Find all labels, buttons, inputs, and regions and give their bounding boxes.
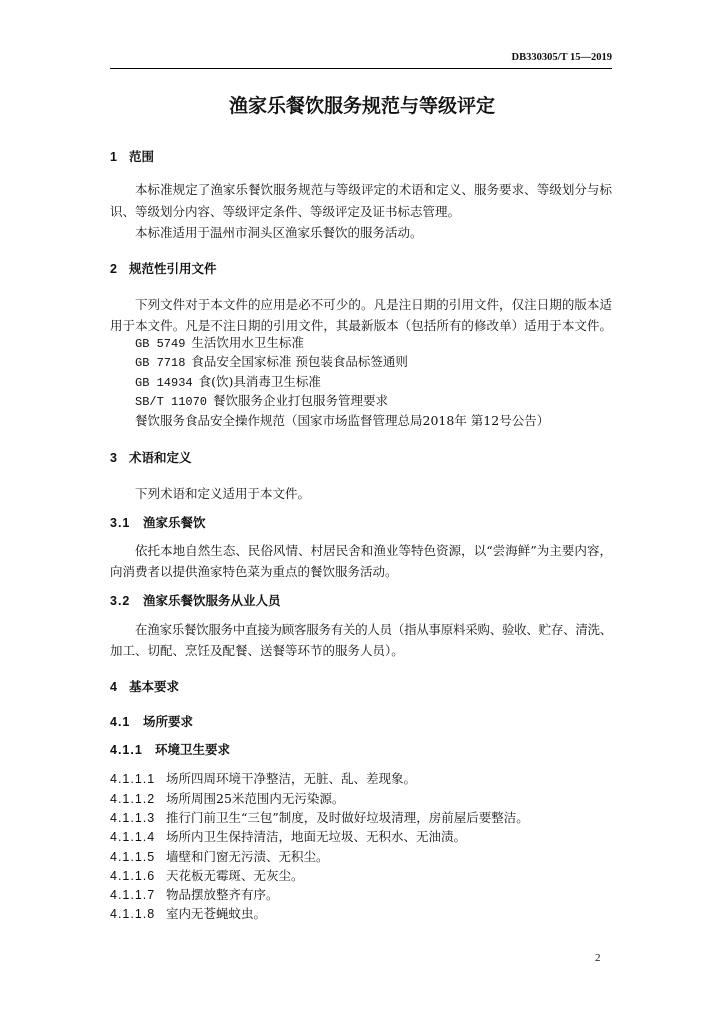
term-3-2-heading <box>110 593 281 609</box>
clause-number: 4.1.1.5 <box>110 850 156 864</box>
term-title: 渔家乐餐饮服务从业人员 <box>143 594 281 608</box>
reference-code: GB 5749 <box>135 337 186 351</box>
document-title: 渔家乐餐饮服务规范与等级评定 <box>228 96 495 117</box>
clause-text: 室内无苍蝇蚊虫。 <box>166 906 267 921</box>
section-number: 3 <box>110 451 118 465</box>
section-number: 4 <box>110 680 118 694</box>
reference-item <box>135 374 321 391</box>
subsection-4-1-heading <box>110 714 193 730</box>
subsection-number: 4.1 <box>110 715 131 729</box>
clause-number: 4.1.1.4 <box>110 830 156 844</box>
section-4-heading <box>110 679 179 695</box>
clause-item <box>110 849 329 865</box>
paragraph-line: 下列文件对于本文件的应用是必不可少的。凡是注日期的引用文件，仅注日期的版本适 <box>135 297 612 312</box>
clause-item <box>110 791 344 807</box>
section-number: 1 <box>110 150 118 164</box>
clause-number: 4.1.1.3 <box>110 811 156 825</box>
clause-text: 推行门前卫生“三包”制度，及时做好垃圾清理，房前屋后要整洁。 <box>166 810 529 825</box>
document-code: DB330305/T 15—2019 <box>511 52 612 63</box>
subsection-4-1-1-heading <box>110 742 230 758</box>
clause-text: 场所四周环境干净整洁，无脏、乱、差现象。 <box>166 771 417 786</box>
clause-item <box>110 771 416 787</box>
subsection-number: 4.1.1 <box>110 743 143 757</box>
paragraph-line: 依托本地自然生态、民俗风情、村居民舍和渔业等特色资源，以“尝海鲜”为主要内容， <box>135 543 612 558</box>
subsection-title: 场所要求 <box>143 715 194 729</box>
reference-item <box>135 393 388 410</box>
reference-item <box>135 335 304 352</box>
paragraph-line: 在渔家乐餐饮服务中直接为顾客服务有关的人员（指从事原料采购、验收、贮存、清洗、 <box>135 622 612 637</box>
paragraph-line: 加工、切配、烹饪及配餐、送餐等环节的服务人员）。 <box>110 643 404 658</box>
clause-item <box>110 868 304 884</box>
paragraph-line: 本标准适用于温州市洞头区渔家乐餐饮的服务活动。 <box>135 225 423 240</box>
clause-number: 4.1.1.2 <box>110 792 156 806</box>
section-title: 范围 <box>129 150 155 164</box>
section-title: 术语和定义 <box>129 451 192 465</box>
reference-title: 食品安全国家标准 预包装食品标签通则 <box>191 354 408 369</box>
section-3-heading <box>110 450 192 466</box>
clause-item <box>110 906 266 922</box>
clause-item <box>110 829 466 845</box>
clause-number: 4.1.1.6 <box>110 869 156 883</box>
paragraph-line: 用于本文件。凡是不注日期的引用文件，其最新版本（包括所有的修改单）适用于本文件。 <box>110 318 612 333</box>
subsection-title: 环境卫生要求 <box>155 743 231 757</box>
clause-item <box>110 810 529 826</box>
term-number: 3.2 <box>110 594 131 608</box>
term-title: 渔家乐餐饮 <box>143 516 206 530</box>
clause-text: 物品摆放整齐有序。 <box>166 887 279 902</box>
clause-text: 场所内卫生保持清洁，地面无垃圾、无积水、无油渍。 <box>166 829 467 844</box>
clause-text: 墙壁和门窗无污渍、无积尘。 <box>166 849 329 864</box>
clause-number: 4.1.1.7 <box>110 888 156 902</box>
clause-text: 场所周围25米范围内无污染源。 <box>166 791 345 806</box>
section-title: 基本要求 <box>129 680 180 694</box>
reference-code: GB 7718 <box>135 356 186 370</box>
section-2-heading <box>110 261 217 277</box>
clause-number: 4.1.1.1 <box>110 772 156 786</box>
header-rule <box>110 68 612 69</box>
paragraph-line: 下列术语和定义适用于本文件。 <box>135 486 311 501</box>
reference-title: 餐饮服务企业打包服务管理要求 <box>213 393 389 408</box>
reference-title: 食(饮)具消毒卫生标准 <box>198 374 321 389</box>
reference-note: 餐饮服务食品安全操作规范（国家市场监督管理总局2018年 第12号公告） <box>135 413 550 428</box>
section-number: 2 <box>110 262 118 276</box>
section-1-heading <box>110 149 154 165</box>
clause-number: 4.1.1.8 <box>110 907 156 921</box>
section-title: 规范性引用文件 <box>129 262 217 276</box>
clause-text: 天花板无霉斑、无灰尘。 <box>166 868 304 883</box>
reference-item <box>135 354 408 371</box>
reference-title: 生活饮用水卫生标准 <box>191 335 304 350</box>
paragraph-line: 向消费者以提供渔家特色菜为重点的餐饮服务活动。 <box>110 564 398 579</box>
paragraph-line: 识、等级划分内容、等级评定条件、等级评定及证书标志管理。 <box>110 204 461 219</box>
page-number: 2 <box>595 952 601 964</box>
reference-code: SB/T 11070 <box>135 395 208 409</box>
clause-item <box>110 887 279 903</box>
term-3-1-heading <box>110 515 206 531</box>
paragraph-line: 本标准规定了渔家乐餐饮服务规范与等级评定的术语和定义、服务要求、等级划分与标 <box>135 182 612 197</box>
term-number: 3.1 <box>110 516 131 530</box>
reference-code: GB 14934 <box>135 376 193 390</box>
